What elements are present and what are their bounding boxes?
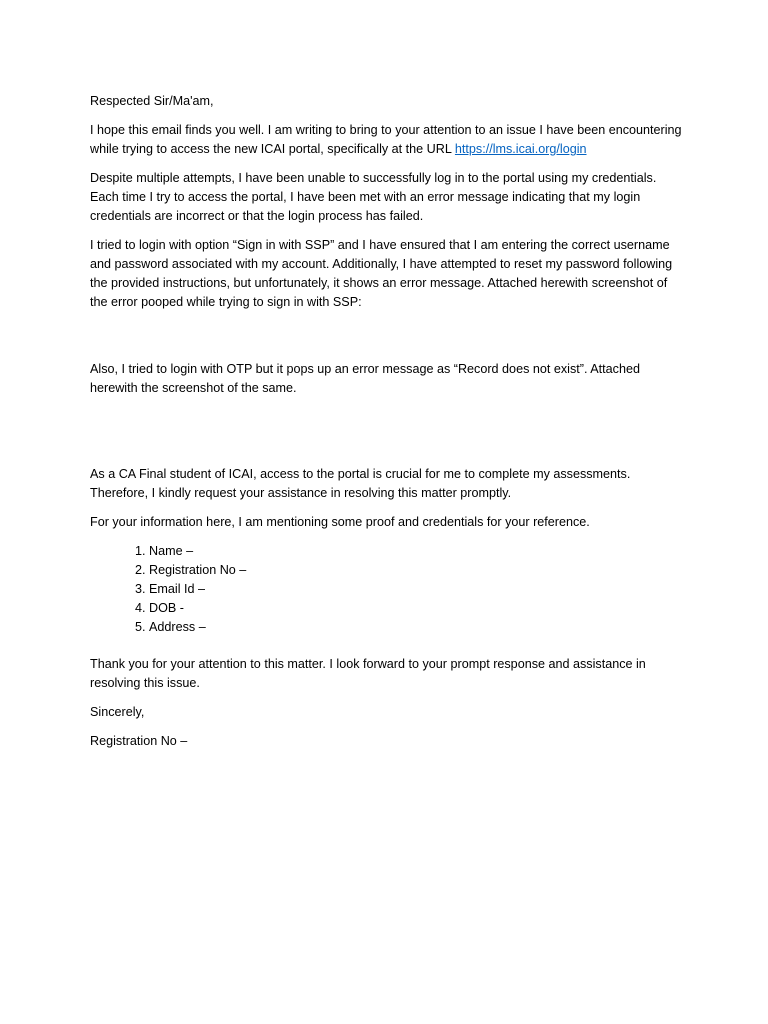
paragraph-intro-text: I hope this email finds you well. I am writing to bring to your attention to an issue I have been encountering while trying to access the new ICAI portal, specifically at the URL: [90, 123, 682, 156]
credentials-list: [90, 542, 682, 637]
portal-url-link[interactable]: https://lms.icai.org/login: [454, 142, 587, 156]
paragraph-thanks: Thank you for your attention to this matter. I look forward to your prompt response and assistance in resolving this issue.: [90, 657, 646, 690]
list-item-registration: 2. Registration No –: [149, 561, 682, 580]
paragraph-intro: [90, 121, 682, 159]
paragraph-ssp-signin: I tried to login with option “Sign in with SSP” and I have ensured that I am entering the correct username and password associated with my account. Additionally, I have attempted to reset my password following the provided instructions, but unfortunately, it shows an error message. Attached herewith screenshot of the error pooped while trying to sign in with SSP:: [90, 238, 673, 309]
paragraph-request: As a CA Final student of ICAI, access to the portal is crucial for me to complete my assessments. Therefore, I kindly request your assistance in resolving this matter promptly.: [90, 467, 631, 500]
paragraph-login-attempts: Despite multiple attempts, I have been unable to successfully log in to the portal using my credentials. Each time I try to access the portal, I have been met with an error message indicating that my login credentials are incorrect or that the login process has failed.: [90, 171, 657, 223]
list-item-email: 3. Email Id –: [149, 580, 682, 599]
greeting: Respected Sir/Ma'am,: [90, 94, 214, 108]
list-item-address: 5. Address –: [149, 618, 682, 637]
paragraph-credentials-intro: For your information here, I am mentioning some proof and credentials for your reference.: [90, 515, 590, 529]
attachment-placeholder-otp: [90, 408, 682, 465]
letter-body: [90, 92, 682, 761]
signature-registration: Registration No –: [90, 734, 188, 748]
paragraph-otp-login: Also, I tried to login with OTP but it pops up an error message as “Record does not exist”. Attached herewith the screenshot of the same.: [90, 362, 640, 395]
closing: Sincerely,: [90, 705, 145, 719]
list-item-name: 1. Name –: [149, 542, 682, 561]
list-item-dob: 4. DOB -: [149, 599, 682, 618]
attachment-placeholder-ssp: [90, 322, 682, 360]
